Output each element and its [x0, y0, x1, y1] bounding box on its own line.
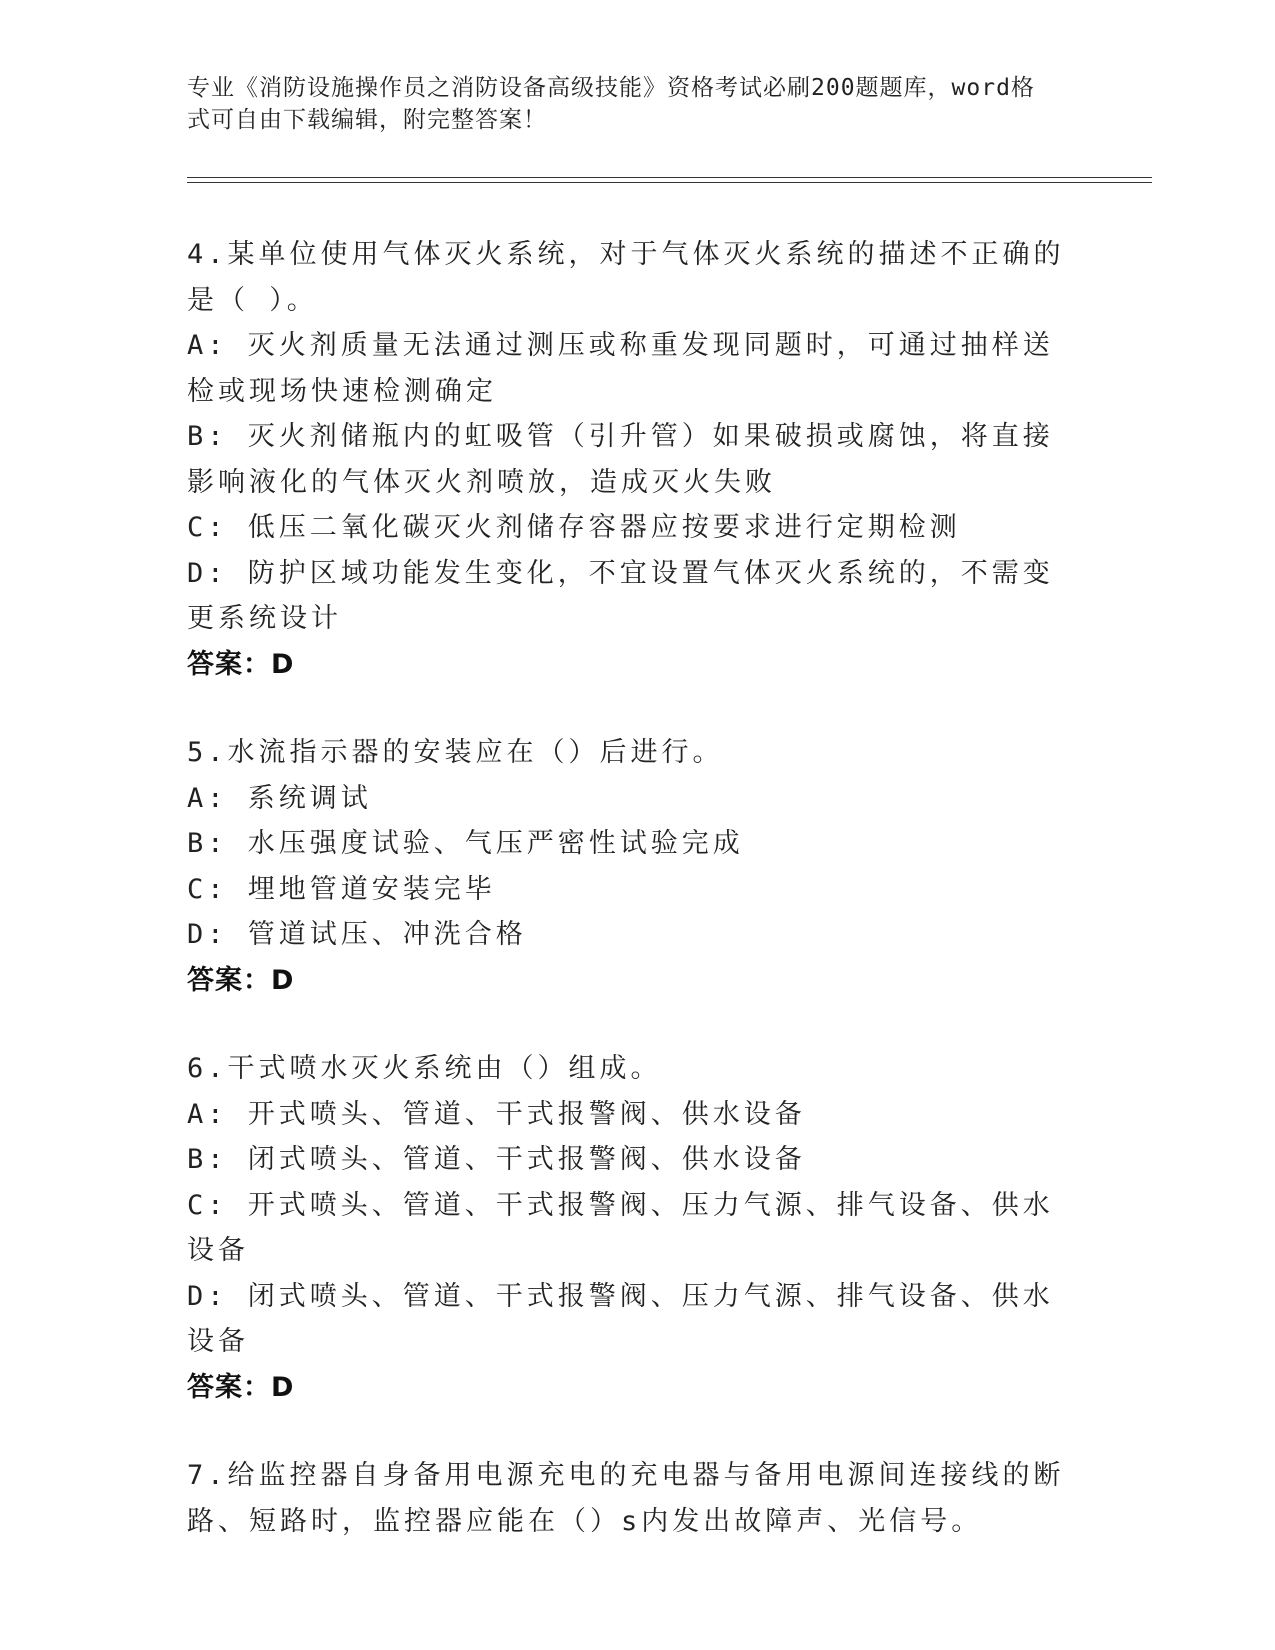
option-b: B: 灭火剂储瓶内的虹吸管（引升管）如果破损或腐蚀，将直接影响液化的气体灭火剂喷放，造成灭火失败 [187, 421, 1054, 498]
answer-label: 答案：D [187, 648, 295, 680]
option-c: C: 低压二氧化碳灭火剂储存容器应按要求进行定期检测 [187, 512, 961, 543]
question-stem: 6.干式喷水灭火系统由（）组成。 [187, 1053, 662, 1084]
question-list [187, 232, 1077, 1587]
option-d: D: 闭式喷头、管道、干式报警阀、压力气源、排气设备、供水设备 [187, 1280, 1054, 1357]
question-5 [187, 730, 1077, 1003]
option-c: C: 埋地管道安装完毕 [187, 873, 496, 905]
option-b: B: 水压强度试验、气压严密性试验完成 [187, 828, 744, 859]
question-stem: 7.给监控器自身备用电源充电的充电器与备用电源间连接线的断路、短路时，监控器应能在（）s内发出故障声、光信号。 [187, 1460, 1065, 1537]
option-a: A: 系统调试 [187, 782, 372, 814]
header-divider-bottom [187, 182, 1152, 183]
question-6 [187, 1046, 1077, 1410]
option-a: A: 开式喷头、管道、干式报警阀、供水设备 [187, 1098, 806, 1130]
option-d: D: 管道试压、冲洗合格 [187, 919, 527, 950]
option-c: C: 开式喷头、管道、干式报警阀、压力气源、排气设备、供水设备 [187, 1189, 1054, 1266]
document-header: 专业《消防设施操作员之消防设备高级技能》资格考试必刷200题题库，word格式可自由下载编辑，附完整答案！ [187, 75, 1035, 133]
answer-label: 答案：D [187, 964, 295, 996]
question-stem: 5.水流指示器的安装应在（）后进行。 [187, 737, 724, 768]
answer-label: 答案：D [187, 1371, 295, 1403]
question-7 [187, 1453, 1077, 1544]
question-stem: 4.某单位使用气体灭火系统，对于气体灭火系统的描述不正确的是（ ）。 [187, 239, 1065, 316]
option-a: A: 灭火剂质量无法通过测压或称重发现同题时，可通过抽样送检或现场快速检测确定 [187, 330, 1054, 407]
question-4 [187, 232, 1077, 687]
option-d: D: 防护区域功能发生变化，不宜设置气体灭火系统的，不需变更系统设计 [187, 557, 1054, 634]
header-divider-top [187, 177, 1152, 178]
option-b: B: 闭式喷头、管道、干式报警阀、供水设备 [187, 1144, 806, 1175]
